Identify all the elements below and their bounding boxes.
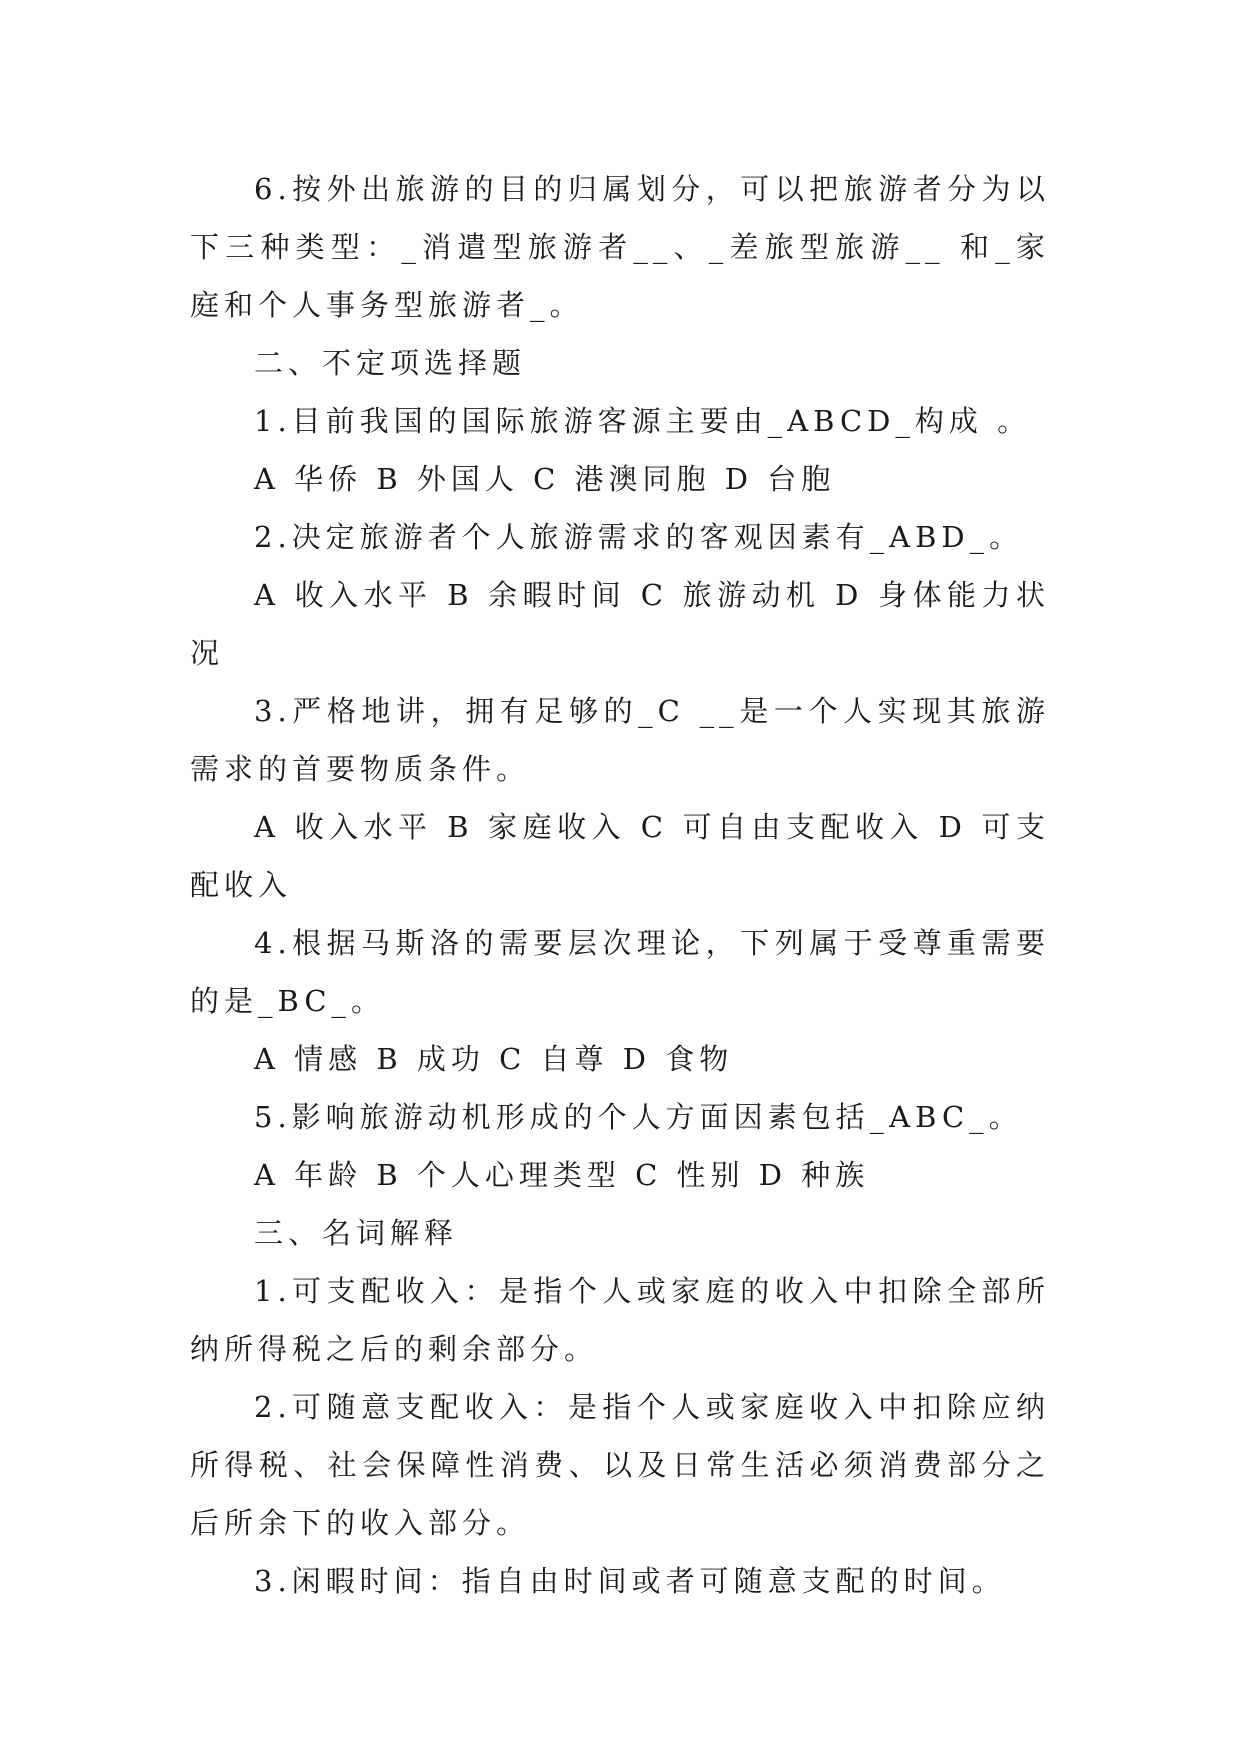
question-5: 5.影响旅游动机形成的个人方面因素包括_ABC_。 [254,1100,1023,1134]
section-heading-multiple-choice: 二、不定项选择题 [254,346,527,380]
definition-2: 2.可随意支配收入：是指个人或家庭收入中扣除应纳所得税、社会保障性消费、以及日常生活必须消费部分之后所余下的收入部分。 [190,1390,1050,1540]
question-4: 4.根据马斯洛的需要层次理论，下列属于受尊重需要的是_BC_。 [190,926,1050,1018]
section-heading-definitions: 三、名词解释 [254,1216,459,1250]
paragraph-q6-tourist-types: 6.按外出旅游的目的归属划分，可以把旅游者分为以下三种类型：_消遣型旅游者__、_差旅型旅游__ 和_家庭和个人事务型旅游者_。 [190,172,1050,322]
question-3-options: A 收入水平 B 家庭收入 C 可自由支配收入 D 可支配收入 [190,810,1050,902]
question-1-options: A 华侨 B 外国人 C 港澳同胞 D 台胞 [254,462,836,496]
document-body [190,160,1050,1610]
definition-3: 3.闲暇时间：指自由时间或者可随意支配的时间。 [254,1564,1006,1598]
question-4-options: A 情感 B 成功 C 自尊 D 食物 [254,1042,734,1076]
question-2-options: A 收入水平 B 余暇时间 C 旅游动机 D 身体能力状况 [190,578,1050,670]
question-1: 1.目前我国的国际旅游客源主要由_ABCD_构成 。 [254,404,1032,438]
question-5-options: A 年龄 B 个人心理类型 C 性别 D 种族 [254,1158,870,1192]
definition-1: 1.可支配收入：是指个人或家庭的收入中扣除全部所纳所得税之后的剩余部分。 [190,1274,1050,1366]
question-2: 2.决定旅游者个人旅游需求的客观因素有_ABD_。 [254,520,1024,554]
question-3: 3.严格地讲，拥有足够的_C __是一个人实现其旅游需求的首要物质条件。 [190,694,1050,786]
